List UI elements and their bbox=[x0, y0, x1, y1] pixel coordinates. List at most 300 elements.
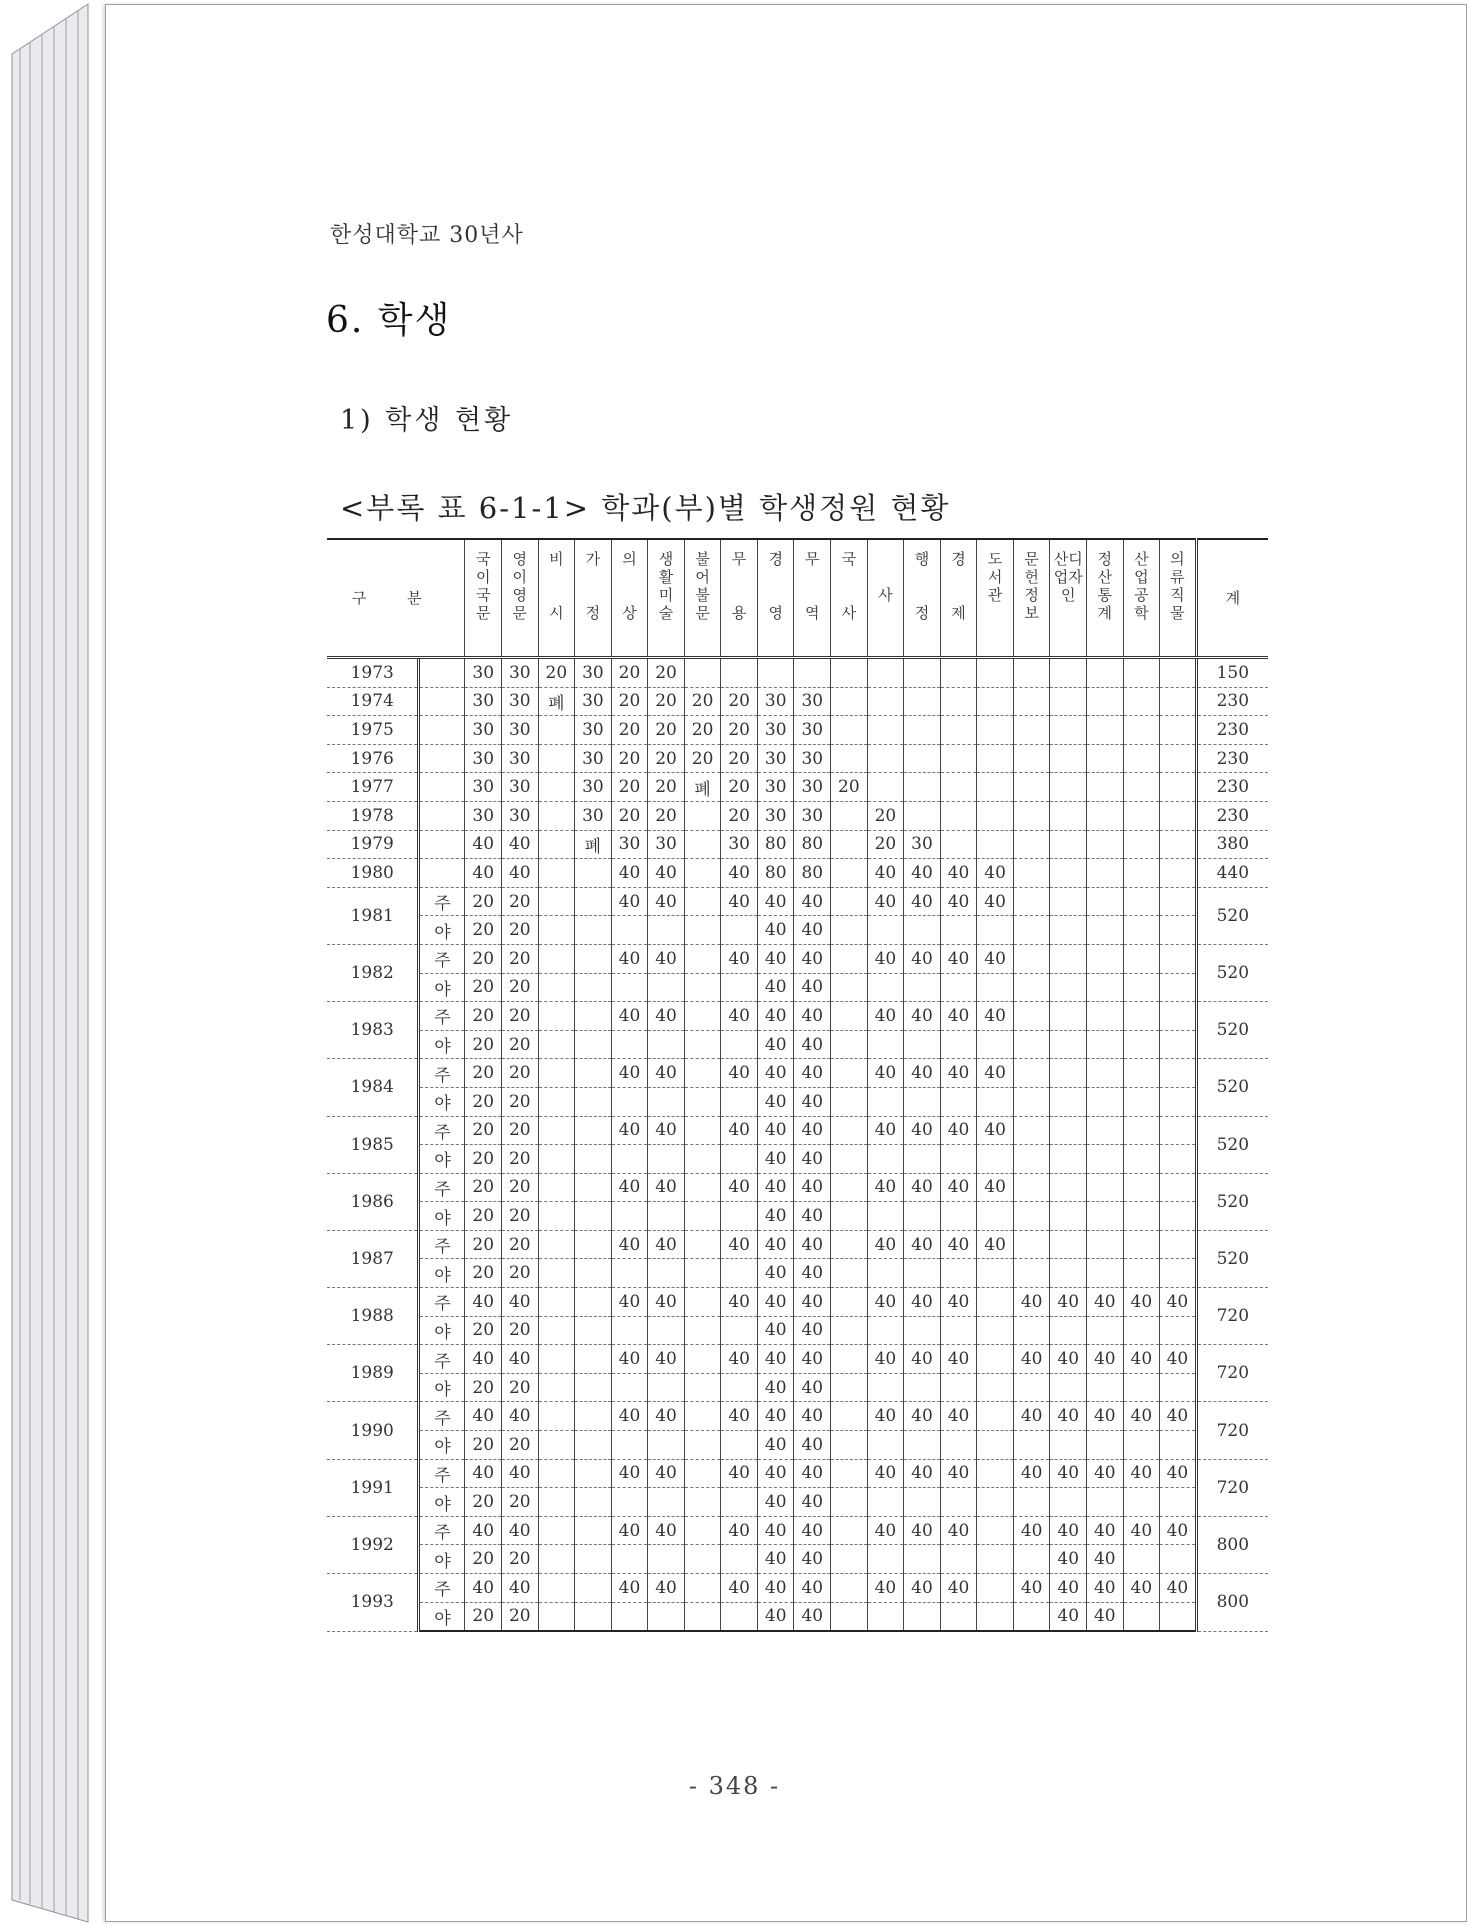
quota-cell bbox=[940, 1488, 977, 1517]
quota-cell: 30 bbox=[465, 801, 502, 830]
quota-cell: 40 bbox=[794, 1087, 831, 1116]
quota-cell: 80 bbox=[757, 859, 794, 888]
quota-cell bbox=[1160, 687, 1197, 716]
quota-cell bbox=[1123, 744, 1160, 773]
year-cell: 1985 bbox=[327, 1116, 419, 1173]
quota-cell bbox=[1013, 859, 1050, 888]
quota-cell: 40 bbox=[867, 1345, 904, 1374]
quota-cell bbox=[1050, 1145, 1087, 1174]
quota-cell: 40 bbox=[940, 859, 977, 888]
quota-cell bbox=[867, 658, 904, 688]
quota-cell bbox=[684, 1431, 721, 1460]
quota-cell: 20 bbox=[465, 1259, 502, 1288]
quota-cell bbox=[831, 973, 868, 1002]
header-gyeongje bbox=[940, 539, 977, 658]
quota-cell bbox=[977, 1259, 1014, 1288]
quota-cell: 40 bbox=[867, 1459, 904, 1488]
quota-cell bbox=[575, 1116, 612, 1145]
quota-cell: 30 bbox=[501, 658, 538, 688]
quota-cell bbox=[1123, 1059, 1160, 1088]
quota-cell bbox=[1123, 1316, 1160, 1345]
quota-cell: 40 bbox=[977, 1059, 1014, 1088]
quota-cell bbox=[648, 1602, 685, 1631]
quota-cell bbox=[1123, 658, 1160, 688]
quota-cell: 20 bbox=[501, 1431, 538, 1460]
page-stack-edges bbox=[0, 0, 110, 1926]
quota-cell: 30 bbox=[757, 801, 794, 830]
quota-cell: 40 bbox=[794, 1402, 831, 1431]
quota-cell: 20 bbox=[501, 1087, 538, 1116]
quota-cell: 40 bbox=[611, 1288, 648, 1317]
quota-cell bbox=[1123, 687, 1160, 716]
quota-cell bbox=[1086, 916, 1123, 945]
quota-cell: 20 bbox=[684, 716, 721, 745]
quota-cell bbox=[1123, 716, 1160, 745]
header-label: 의 류 직 물 bbox=[1170, 550, 1185, 622]
quota-cell: 40 bbox=[757, 1574, 794, 1603]
quota-cell bbox=[940, 801, 977, 830]
quota-cell bbox=[940, 1431, 977, 1460]
total-cell: 720 bbox=[1196, 1402, 1268, 1459]
quota-cell bbox=[1160, 1087, 1197, 1116]
quota-cell bbox=[1160, 1030, 1197, 1059]
total-cell: 720 bbox=[1196, 1459, 1268, 1516]
quota-cell bbox=[1086, 687, 1123, 716]
quota-cell bbox=[538, 944, 575, 973]
quota-cell bbox=[575, 1259, 612, 1288]
quota-cell: 40 bbox=[940, 1459, 977, 1488]
quota-cell bbox=[538, 716, 575, 745]
quota-cell: 40 bbox=[611, 1345, 648, 1374]
quota-cell bbox=[1123, 1116, 1160, 1145]
quota-cell bbox=[1050, 887, 1087, 916]
quota-cell: 40 bbox=[1086, 1459, 1123, 1488]
quota-cell: 40 bbox=[977, 1002, 1014, 1031]
quota-cell: 20 bbox=[465, 1202, 502, 1231]
quota-cell: 30 bbox=[757, 773, 794, 802]
year-cell: 1983 bbox=[327, 1002, 419, 1059]
quota-cell bbox=[1013, 716, 1050, 745]
quota-cell bbox=[831, 1059, 868, 1088]
quota-cell bbox=[721, 1602, 758, 1631]
quota-cell: 30 bbox=[794, 773, 831, 802]
quota-cell: 30 bbox=[575, 716, 612, 745]
quota-cell: 40 bbox=[611, 1574, 648, 1603]
quota-cell bbox=[648, 1373, 685, 1402]
header-ui bbox=[611, 539, 648, 658]
quota-cell bbox=[684, 1459, 721, 1488]
header-label: 국 사 bbox=[841, 550, 857, 622]
day-night-cell: 야 bbox=[419, 973, 465, 1002]
table-row bbox=[327, 973, 1268, 1002]
quota-cell bbox=[1160, 1116, 1197, 1145]
quota-cell: 20 bbox=[465, 1431, 502, 1460]
quota-cell: 40 bbox=[757, 1316, 794, 1345]
quota-cell: 40 bbox=[1123, 1345, 1160, 1374]
quota-cell: 20 bbox=[648, 801, 685, 830]
quota-cell bbox=[684, 859, 721, 888]
quota-cell bbox=[831, 1459, 868, 1488]
quota-cell: 80 bbox=[757, 830, 794, 859]
quota-cell bbox=[904, 1545, 941, 1574]
table-row bbox=[327, 1488, 1268, 1517]
quota-cell bbox=[648, 1202, 685, 1231]
quota-cell bbox=[684, 916, 721, 945]
quota-cell: 40 bbox=[1160, 1288, 1197, 1317]
quota-cell: 40 bbox=[757, 887, 794, 916]
quota-cell bbox=[1086, 658, 1123, 688]
quota-cell bbox=[1050, 859, 1087, 888]
quota-cell: 20 bbox=[648, 744, 685, 773]
quota-cell bbox=[904, 716, 941, 745]
quota-cell bbox=[648, 1431, 685, 1460]
quota-cell: 40 bbox=[867, 1574, 904, 1603]
header-guksa bbox=[831, 539, 868, 658]
year-cell: 1979 bbox=[327, 830, 419, 859]
quota-cell: 30 bbox=[648, 830, 685, 859]
quota-cell bbox=[575, 1145, 612, 1174]
quota-cell bbox=[1086, 773, 1123, 802]
quota-cell: 40 bbox=[648, 1173, 685, 1202]
quota-cell bbox=[1013, 1087, 1050, 1116]
quota-cell: 20 bbox=[501, 1545, 538, 1574]
quota-cell bbox=[575, 1173, 612, 1202]
quota-cell: 40 bbox=[611, 887, 648, 916]
quota-cell bbox=[940, 1316, 977, 1345]
quota-cell: 40 bbox=[1086, 1516, 1123, 1545]
quota-cell bbox=[867, 1087, 904, 1116]
quota-cell: 40 bbox=[1013, 1574, 1050, 1603]
quota-cell bbox=[575, 1316, 612, 1345]
day-night-cell: 야 bbox=[419, 1488, 465, 1517]
page-number: - 348 - bbox=[688, 1772, 781, 1800]
quota-cell: 30 bbox=[757, 687, 794, 716]
quota-cell bbox=[977, 744, 1014, 773]
quota-cell bbox=[1123, 1488, 1160, 1517]
table-caption: <부록 표 6-1-1> 학과(부)별 학생정원 현황 bbox=[340, 491, 951, 525]
quota-cell: 40 bbox=[1160, 1345, 1197, 1374]
quota-cell: 40 bbox=[940, 944, 977, 973]
quota-cell bbox=[1013, 1259, 1050, 1288]
quota-cell: 40 bbox=[904, 1402, 941, 1431]
quota-cell bbox=[904, 1259, 941, 1288]
quota-cell bbox=[1050, 1230, 1087, 1259]
quota-cell bbox=[1160, 1488, 1197, 1517]
total-cell: 230 bbox=[1196, 744, 1268, 773]
quota-cell: 20 bbox=[465, 973, 502, 1002]
quota-cell bbox=[831, 1316, 868, 1345]
year-cell: 1981 bbox=[327, 887, 419, 944]
quota-cell bbox=[538, 1116, 575, 1145]
quota-cell bbox=[977, 1202, 1014, 1231]
quota-cell bbox=[538, 1431, 575, 1460]
quota-cell: 40 bbox=[648, 1002, 685, 1031]
header-label: 국 이 국 문 bbox=[475, 550, 491, 622]
quota-cell bbox=[1123, 887, 1160, 916]
quota-cell bbox=[977, 801, 1014, 830]
quota-cell: 40 bbox=[501, 830, 538, 859]
student-quota-table bbox=[327, 538, 1268, 1632]
year-cell: 1974 bbox=[327, 687, 419, 716]
quota-cell: 40 bbox=[904, 1173, 941, 1202]
quota-cell: 20 bbox=[501, 1202, 538, 1231]
table-row bbox=[327, 658, 1268, 688]
year-cell: 1990 bbox=[327, 1402, 419, 1459]
day-night-cell: 주 bbox=[419, 1116, 465, 1145]
table-row bbox=[327, 1059, 1268, 1088]
header-label: 경 영 bbox=[768, 550, 783, 622]
total-cell: 150 bbox=[1196, 658, 1268, 688]
quota-cell: 40 bbox=[940, 1002, 977, 1031]
quota-cell bbox=[538, 1459, 575, 1488]
quota-cell: 20 bbox=[831, 773, 868, 802]
quota-cell bbox=[1160, 1373, 1197, 1402]
quota-cell bbox=[684, 1145, 721, 1174]
quota-cell: 40 bbox=[757, 1459, 794, 1488]
quota-cell bbox=[977, 1145, 1014, 1174]
quota-cell bbox=[648, 1488, 685, 1517]
quota-cell: 40 bbox=[611, 944, 648, 973]
quota-cell: 20 bbox=[501, 1259, 538, 1288]
quota-cell: 20 bbox=[465, 1545, 502, 1574]
quota-cell bbox=[831, 687, 868, 716]
quota-cell bbox=[1160, 716, 1197, 745]
year-cell: 1977 bbox=[327, 773, 419, 802]
quota-cell: 20 bbox=[721, 687, 758, 716]
total-cell: 380 bbox=[1196, 830, 1268, 859]
quota-cell bbox=[1013, 830, 1050, 859]
table-row bbox=[327, 1173, 1268, 1202]
quota-cell bbox=[1050, 1431, 1087, 1460]
quota-cell bbox=[1160, 916, 1197, 945]
quota-cell bbox=[1013, 1173, 1050, 1202]
quota-cell: 40 bbox=[904, 887, 941, 916]
quota-cell bbox=[940, 1087, 977, 1116]
quota-cell bbox=[904, 1030, 941, 1059]
quota-cell bbox=[575, 1373, 612, 1402]
quota-cell bbox=[977, 1488, 1014, 1517]
quota-cell: 40 bbox=[648, 1345, 685, 1374]
quota-cell: 40 bbox=[867, 1230, 904, 1259]
table-row bbox=[327, 830, 1268, 859]
quota-cell: 40 bbox=[721, 1173, 758, 1202]
quota-cell bbox=[904, 1087, 941, 1116]
quota-cell bbox=[575, 1459, 612, 1488]
quota-cell bbox=[867, 716, 904, 745]
quota-cell bbox=[1013, 1230, 1050, 1259]
quota-cell bbox=[1086, 1373, 1123, 1402]
table-row bbox=[327, 1545, 1268, 1574]
quota-cell bbox=[1086, 1002, 1123, 1031]
quota-cell: 40 bbox=[940, 1173, 977, 1202]
quota-cell: 20 bbox=[501, 1145, 538, 1174]
quota-cell: 40 bbox=[757, 1002, 794, 1031]
quota-cell: 40 bbox=[648, 1116, 685, 1145]
quota-cell bbox=[1160, 944, 1197, 973]
quota-cell bbox=[940, 658, 977, 688]
quota-cell: 40 bbox=[1086, 1345, 1123, 1374]
quota-cell bbox=[977, 1288, 1014, 1317]
quota-cell: 30 bbox=[575, 801, 612, 830]
quota-cell bbox=[1086, 1488, 1123, 1517]
quota-cell bbox=[648, 916, 685, 945]
table-row bbox=[327, 1030, 1268, 1059]
quota-cell bbox=[831, 1145, 868, 1174]
quota-cell: 40 bbox=[1086, 1402, 1123, 1431]
quota-cell bbox=[1050, 801, 1087, 830]
quota-cell: 40 bbox=[1123, 1574, 1160, 1603]
quota-cell bbox=[1160, 1431, 1197, 1460]
quota-cell bbox=[721, 1316, 758, 1345]
quota-cell: 20 bbox=[867, 801, 904, 830]
quota-cell bbox=[538, 1316, 575, 1345]
quota-cell: 40 bbox=[1013, 1516, 1050, 1545]
quota-cell: 40 bbox=[1050, 1345, 1087, 1374]
day-night-cell: 야 bbox=[419, 1259, 465, 1288]
quota-cell: 20 bbox=[611, 773, 648, 802]
quota-cell bbox=[538, 1230, 575, 1259]
quota-cell: 20 bbox=[501, 973, 538, 1002]
quota-cell: 40 bbox=[794, 1459, 831, 1488]
total-cell: 230 bbox=[1196, 687, 1268, 716]
quota-cell: 40 bbox=[794, 1030, 831, 1059]
table-row bbox=[327, 1116, 1268, 1145]
day-night-cell: 야 bbox=[419, 1087, 465, 1116]
quota-cell bbox=[575, 1602, 612, 1631]
day-night-cell bbox=[419, 801, 465, 830]
quota-cell bbox=[904, 1602, 941, 1631]
quota-cell: 40 bbox=[501, 1574, 538, 1603]
quota-cell: 40 bbox=[721, 859, 758, 888]
quota-cell: 40 bbox=[1050, 1602, 1087, 1631]
quota-cell bbox=[648, 1259, 685, 1288]
quota-cell bbox=[1123, 1030, 1160, 1059]
quota-cell bbox=[904, 1488, 941, 1517]
quota-cell bbox=[538, 1574, 575, 1603]
quota-cell: 40 bbox=[940, 1116, 977, 1145]
quota-cell: 40 bbox=[794, 1202, 831, 1231]
quota-cell: 40 bbox=[794, 944, 831, 973]
quota-cell bbox=[940, 773, 977, 802]
quota-cell bbox=[684, 1488, 721, 1517]
quota-cell: 40 bbox=[757, 1516, 794, 1545]
quota-cell bbox=[684, 658, 721, 688]
quota-cell bbox=[977, 973, 1014, 1002]
quota-cell bbox=[721, 1030, 758, 1059]
quota-cell: 40 bbox=[757, 1373, 794, 1402]
total-cell: 800 bbox=[1196, 1516, 1268, 1573]
quota-cell bbox=[575, 1516, 612, 1545]
quota-cell bbox=[1123, 801, 1160, 830]
header-label: 무 용 bbox=[731, 550, 747, 622]
quota-cell: 20 bbox=[465, 1030, 502, 1059]
day-night-cell: 주 bbox=[419, 887, 465, 916]
quota-cell bbox=[1123, 830, 1160, 859]
quota-cell: 40 bbox=[465, 1459, 502, 1488]
quota-cell bbox=[831, 1402, 868, 1431]
quota-cell bbox=[1086, 1030, 1123, 1059]
quota-cell: 20 bbox=[684, 687, 721, 716]
quota-cell: 40 bbox=[794, 1373, 831, 1402]
quota-cell bbox=[1013, 973, 1050, 1002]
quota-cell bbox=[684, 1030, 721, 1059]
quota-cell bbox=[831, 944, 868, 973]
header-label: 정 산 통 계 bbox=[1097, 550, 1113, 622]
quota-cell: 40 bbox=[904, 1516, 941, 1545]
year-cell: 1993 bbox=[327, 1574, 419, 1632]
year-cell: 1984 bbox=[327, 1059, 419, 1116]
quota-cell: 30 bbox=[575, 773, 612, 802]
quota-cell: 40 bbox=[1050, 1288, 1087, 1317]
quota-cell bbox=[831, 1288, 868, 1317]
quota-cell bbox=[575, 1002, 612, 1031]
quota-cell bbox=[684, 944, 721, 973]
quota-cell bbox=[1160, 859, 1197, 888]
quota-cell: 40 bbox=[721, 1345, 758, 1374]
quota-cell: 40 bbox=[1086, 1288, 1123, 1317]
quota-cell: 20 bbox=[611, 658, 648, 688]
quota-cell bbox=[904, 744, 941, 773]
quota-cell bbox=[1086, 973, 1123, 1002]
header-bul bbox=[684, 539, 721, 658]
quota-cell bbox=[611, 1602, 648, 1631]
quota-cell: 40 bbox=[757, 1059, 794, 1088]
quota-cell: 40 bbox=[611, 1002, 648, 1031]
quota-cell: 40 bbox=[940, 1574, 977, 1603]
quota-cell: 20 bbox=[611, 744, 648, 773]
quota-cell: 40 bbox=[721, 1402, 758, 1431]
quota-cell: 40 bbox=[867, 1288, 904, 1317]
quota-cell bbox=[831, 658, 868, 688]
quota-cell bbox=[1160, 1145, 1197, 1174]
quota-cell bbox=[1160, 1602, 1197, 1631]
quota-cell bbox=[977, 1545, 1014, 1574]
total-cell: 520 bbox=[1196, 1230, 1268, 1287]
header-kor bbox=[465, 539, 502, 658]
quota-cell: 40 bbox=[794, 1259, 831, 1288]
quota-cell bbox=[1050, 1316, 1087, 1345]
table-row bbox=[327, 1373, 1268, 1402]
day-night-cell bbox=[419, 859, 465, 888]
header-saeng bbox=[648, 539, 685, 658]
quota-cell bbox=[575, 1059, 612, 1088]
quota-cell bbox=[867, 1030, 904, 1059]
quota-cell bbox=[684, 1373, 721, 1402]
quota-cell bbox=[1013, 1030, 1050, 1059]
quota-cell bbox=[1050, 830, 1087, 859]
quota-cell: 40 bbox=[794, 1116, 831, 1145]
quota-cell: 30 bbox=[794, 687, 831, 716]
quota-cell bbox=[611, 1316, 648, 1345]
quota-cell: 20 bbox=[465, 944, 502, 973]
quota-cell bbox=[684, 1545, 721, 1574]
quota-cell: 30 bbox=[465, 716, 502, 745]
quota-cell: 40 bbox=[1086, 1545, 1123, 1574]
quota-cell bbox=[538, 773, 575, 802]
quota-cell: 40 bbox=[501, 1459, 538, 1488]
quota-cell bbox=[575, 887, 612, 916]
quota-cell bbox=[684, 1202, 721, 1231]
quota-cell bbox=[538, 1087, 575, 1116]
quota-cell: 40 bbox=[611, 1116, 648, 1145]
quota-cell: 40 bbox=[977, 944, 1014, 973]
quota-cell: 20 bbox=[501, 1030, 538, 1059]
quota-cell: 40 bbox=[611, 1516, 648, 1545]
quota-cell: 30 bbox=[575, 744, 612, 773]
quota-cell: 20 bbox=[721, 744, 758, 773]
quota-cell bbox=[648, 973, 685, 1002]
quota-cell bbox=[1086, 1116, 1123, 1145]
